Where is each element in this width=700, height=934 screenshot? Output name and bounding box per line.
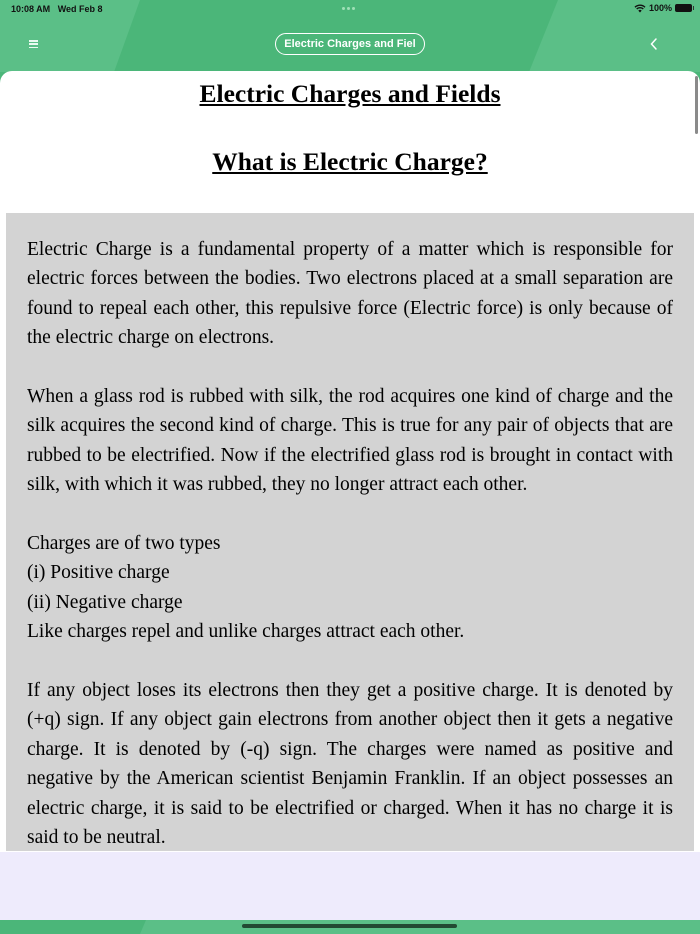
paragraph: When a glass rod is rubbed with silk, the rod acquires one kind of charge and the silk acquires the second kind of charge. This is true for any pair of objects that are rubbed to be electrified. Now if the electrified glass rod is brought in contact with silk, with which it was rubbed, they no longer attract each other. [27,386,673,496]
status-bar [0,0,700,18]
paragraph: Electric Charge is a fundamental property of a matter which is responsible for electric forces between the bodies. Two electrons placed at a small separation are found to repeal each other, this repulsive force (Electric force) is only because of the electric charge on electrons. [27,239,673,349]
list-item: (ii) Negative charge [27,591,183,613]
page-title: Electric Charges and Fiel [284,38,416,50]
status-time [11,4,103,14]
status-right [634,3,692,13]
list-item: Like charges repel and unlike charges attract each other. [27,621,465,643]
paragraph: If any object loses its electrons then they get a positive charge. It is denoted by (+q) sign. If any object gain electrons from another object then it gets a negative charge. It is denoted by (-q) sign. The charges were named as positive and negative by the American scientist Benjamin Franklin. If an object possesses an electric charge, it is said to be electrified or charged. When it has no charge it is said to be neutral. [27,680,673,849]
multitasking-dots-icon[interactable] [342,7,355,10]
battery-icon [675,4,692,12]
charge-types-list [27,529,673,647]
hamburger-menu-icon[interactable] [29,40,38,48]
list-item: Charges are of two types [27,533,221,555]
date-text: Wed Feb 8 [57,4,103,14]
list-item: (i) Positive charge [27,562,170,584]
bottom-bar-band [0,920,146,934]
home-indicator[interactable] [242,924,457,928]
time-text: 10:08 AM [11,4,51,14]
nav-bar [0,18,700,72]
section-heading: What is Electric Charge? [212,147,488,176]
content-block [6,213,694,851]
battery-percent: 100% [648,3,672,13]
page-title-button[interactable] [275,33,425,55]
wifi-icon [634,4,646,13]
footer-area [0,852,700,920]
chevron-left-icon[interactable] [648,36,660,52]
content-card [0,71,700,920]
chapter-title: Electric Charges and Fields [199,79,501,108]
